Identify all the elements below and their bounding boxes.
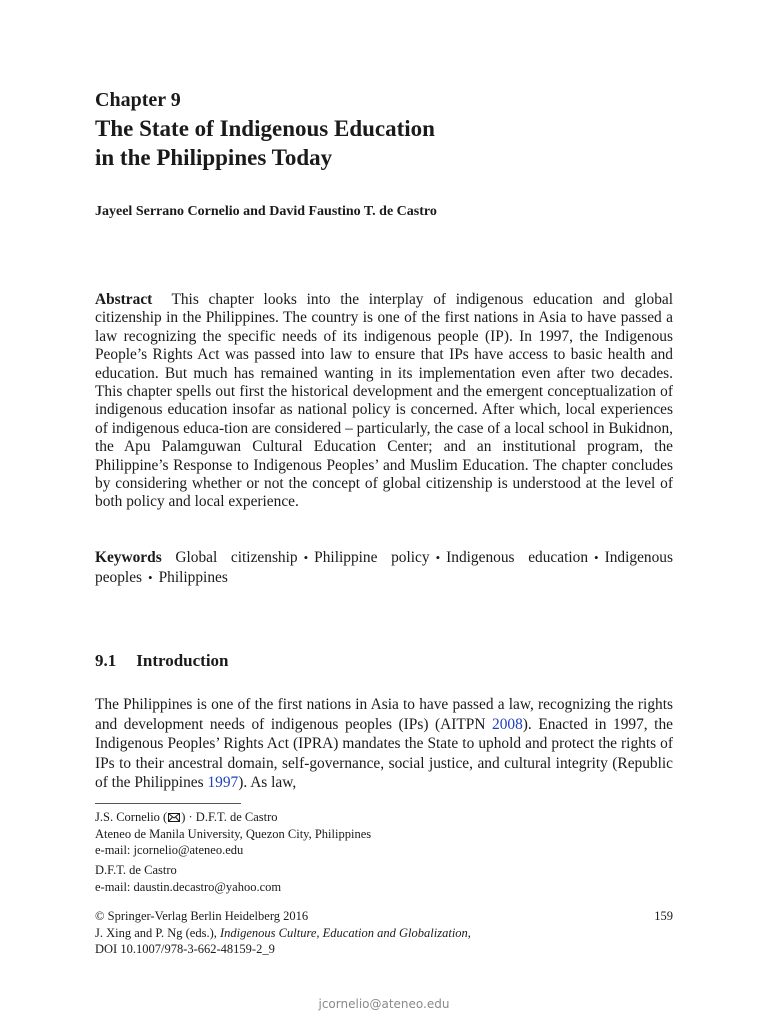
watermark-email: jcornelio@ateneo.edu bbox=[318, 997, 450, 1011]
intro-text: ). As law, bbox=[238, 774, 297, 792]
author1-name: J.S. Cornelio ( bbox=[95, 810, 168, 824]
keyword-separator: • bbox=[303, 550, 309, 565]
keyword-separator: • bbox=[594, 550, 599, 565]
envelope-icon bbox=[168, 810, 180, 819]
book-title: Indigenous Culture, Education and Globalization bbox=[220, 925, 468, 940]
chapter-title-line-1: The State of Indigenous Education bbox=[95, 116, 435, 141]
intro-paragraph bbox=[95, 695, 673, 793]
doi-line: DOI 10.1007/978-3-662-48159-2_9 bbox=[95, 942, 275, 956]
author2-name-short: ) · D.F.T. de Castro bbox=[181, 810, 278, 824]
keyword-item: Indigenous education bbox=[446, 549, 589, 566]
keyword-item: Indigenous peoples bbox=[95, 549, 673, 586]
citation-link-republic[interactable]: 1997 bbox=[207, 774, 239, 792]
chapter-title bbox=[95, 114, 673, 172]
author-list: Jayeel Serrano Cornelio and David Faustino T. de Castro bbox=[95, 204, 437, 219]
section-heading bbox=[95, 650, 229, 672]
keywords bbox=[95, 548, 673, 588]
copyright-line: © Springer-Verlag Berlin Heidelberg 2016 bbox=[95, 909, 309, 923]
book-citation bbox=[95, 925, 673, 942]
intro-text: The Philippines is one of the first nations in Asia to have passed a law, recognizing the rights and development needs of indigenous peoples (IPs) (AITPN bbox=[95, 696, 673, 733]
affiliation: Ateneo de Manila University, Quezon City, Philippines bbox=[95, 826, 372, 841]
keyword-item: Philippines bbox=[158, 569, 228, 586]
author-footnote-1 bbox=[95, 809, 673, 859]
abstract bbox=[95, 291, 673, 512]
page-number: 159 bbox=[654, 909, 673, 923]
intro-text: ). Enacted in 1997, the Indigenous Peoples’ Rights Act (IPRA) mandates the State to uphold and protect the rights of IPs to their ancestral domain, self-governance, social justice, and cultural integrity (Republic of the Philippines bbox=[95, 715, 673, 792]
footnote-divider bbox=[95, 803, 241, 804]
book-editors: J. Xing and P. Ng (eds.), bbox=[95, 925, 220, 940]
citation-link-aitpn[interactable]: 2008 bbox=[492, 715, 523, 733]
corresponding-author-line bbox=[95, 809, 673, 826]
author-footnote-2 bbox=[95, 862, 673, 895]
keyword-separator: • bbox=[148, 570, 153, 585]
keyword-item: Global citizenship bbox=[175, 549, 298, 566]
section-number: 9.1 bbox=[95, 651, 117, 670]
section-title: Introduction bbox=[136, 651, 229, 670]
book-title-tail: , bbox=[467, 925, 471, 940]
chapter-title-line-2: in the Philippines Today bbox=[95, 145, 333, 170]
keyword-separator: • bbox=[435, 550, 441, 565]
chapter-label: Chapter 9 bbox=[95, 89, 181, 111]
keywords-label: Keywords bbox=[95, 549, 162, 566]
abstract-text: This chapter looks into the interplay of indigenous education and global citizenship in the Philippines. The country is one of the first nations in Asia to have passed a law recognizing the specific needs of its indigenous people (IP). In 1997, the Indigenous People’s Rights Act was passed into law to ensure that IPs have access to basic health and education. But much has remained wanting in its implementation even after two decades. This chapter spells out first the historical development and the emergent conceptualization of indigenous education insofar as national policy is concerned. After which, local experiences of indigenous educa-tion are considered – particularly, the case of a local school in Bukidnon, the Apu Palamguwan Cultural Education Center; and an institutional program, the Philippine’s Response to Indigenous Peoples’ and Muslim Education. The chapter concludes by considering whether or not the concept of global citizenship is understood at the level of both policy and local experience. bbox=[95, 291, 673, 511]
email-1: e-mail: jcornelio@ateneo.edu bbox=[95, 843, 244, 857]
keyword-item: Philippine policy bbox=[314, 549, 430, 566]
publication-info bbox=[95, 908, 673, 958]
author2-name: D.F.T. de Castro bbox=[95, 863, 177, 877]
email-2: e-mail: daustin.decastro@yahoo.com bbox=[95, 879, 282, 894]
abstract-label: Abstract bbox=[95, 291, 153, 308]
